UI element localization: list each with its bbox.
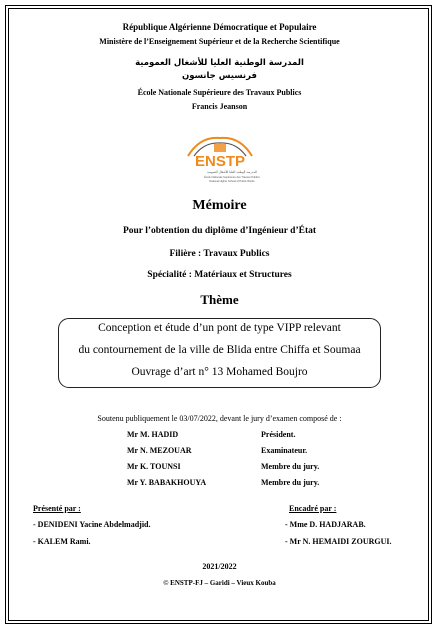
logo-text: ENSTP [194, 153, 246, 170]
memoire-subtitle: Pour l’obtention du diplôme d’Ingénieur d’État [122, 226, 317, 236]
specialite-line: Spécialité : Matériaux et Structures [147, 270, 292, 280]
supervised-heading: Encadré par : [289, 504, 337, 513]
logo-caption-fr: École Nationale Supérieure des Travaux Publics [204, 176, 260, 179]
academic-year: 2021/2022 [202, 562, 237, 571]
ministry-line: Ministère de l’Enseignement Supérieur et de la Recherche Scientifique [99, 37, 340, 46]
jury-role-4: Membre du jury. [261, 478, 320, 487]
presented-name-1: - DENIDENI Yacine Abdelmadjid. [33, 520, 151, 529]
jury-name-1: Mr M. HADID [127, 430, 179, 439]
presented-name-2: - KALEM Rami. [33, 537, 91, 546]
jury-role-2: Examinateur. [261, 446, 308, 455]
copyright-line: © ENSTP-FJ – Garidi – Vieux Kouba [163, 579, 276, 587]
logo-caption-en: National Higher School of Public Works [209, 180, 255, 183]
filiere-line: Filière : Travaux Publics [169, 249, 270, 259]
arabic-name-line: فرنسيس جانسون [182, 71, 257, 81]
school-line: École Nationale Supérieure des Travaux Publics [137, 88, 302, 97]
logo-arabic-caption: المدرسة الوطنية العليا للأشغال العمومية [207, 170, 257, 174]
jury-role-1: Président. [261, 430, 296, 439]
theme-line-3: Ouvrage d’art n° 13 Mohamed Boujro [131, 366, 308, 378]
jury-intro: Soutenu publiquement le 03/07/2022, devant le jury d’examen composé de : [97, 414, 342, 423]
theme-heading: Thème [200, 292, 239, 307]
republic-line: République Algérienne Démocratique et Populaire [122, 22, 317, 32]
jury-role-3: Membre du jury. [261, 462, 320, 471]
jury-name-4: Mr Y. BABAKHOUYA [127, 478, 207, 487]
school-name-line: Francis Jeanson [191, 102, 248, 111]
enstp-logo [170, 130, 270, 190]
presented-heading: Présenté par : [33, 504, 81, 513]
jury-name-2: Mr N. MEZOUAR [127, 446, 192, 455]
supervised-name-2: - Mr N. HEMAIDI ZOURGUI. [285, 537, 392, 546]
memoire-title: Mémoire [192, 198, 247, 213]
arabic-school-line: المدرسة الوطنية العليا للأشغال العمومية [135, 58, 304, 68]
jury-name-3: Mr K. TOUNSI [127, 462, 181, 471]
page-border-inner [8, 8, 429, 621]
theme-line-2: du contournement de la ville de Blida entre Chiffa et Soumaa [78, 344, 361, 356]
supervised-name-1: - Mme D. HADJARAB. [285, 520, 366, 529]
theme-line-1: Conception et étude d’un pont de type VIPP relevant [98, 322, 341, 334]
